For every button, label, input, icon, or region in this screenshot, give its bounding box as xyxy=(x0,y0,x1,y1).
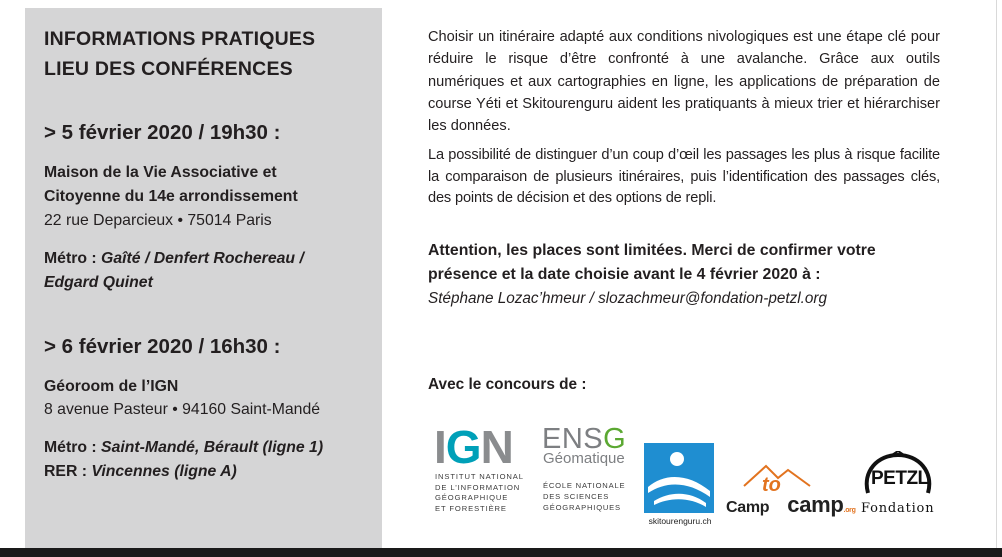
event-1-venue-line-2: Citoyenne du 14e arrondissement xyxy=(44,188,298,205)
metro-stations: Gaîté / Denfert Rochereau / xyxy=(101,250,304,267)
petzl-foundation-logo xyxy=(852,451,944,521)
ign-caption-line: GÉOGRAPHIQUE xyxy=(435,493,509,503)
event-2-date: > 6 février 2020 / 16h30 : xyxy=(44,335,281,358)
ensg-caption-line: GÉOGRAPHIQUES xyxy=(543,503,621,512)
event-2-venue: Géoroom de l’IGN xyxy=(44,378,179,395)
camp-right: camp xyxy=(787,492,844,517)
camptocamp-logo xyxy=(726,460,856,522)
panel-heading-line-2: LIEU DES CONFÉRENCES xyxy=(44,58,293,80)
org-suffix: .org xyxy=(843,507,856,514)
event-1-metro-continued xyxy=(44,274,153,292)
event-1-metro xyxy=(44,250,304,268)
intro-paragraph: Choisir un itinéraire adapté aux conditions nivologiques est une étape clé pour réduire le risque d’être confronté à une avalanche. Grâce aux outils numériques et aux cartographies en ligne, les applications de préparation de course Yéti et Skitourenguru aident les pratiquants à mieux trier et hiérarchiser les données. xyxy=(428,29,940,135)
ensg-caption-line: DES SCIENCES xyxy=(543,492,610,501)
petzl-foundation-label: Fondation xyxy=(861,501,935,516)
camp-left: Camp xyxy=(726,499,770,516)
event-2-rer xyxy=(44,463,237,481)
metro-label: Métro : xyxy=(44,250,102,267)
sponsors-heading: Avec le concours de : xyxy=(428,376,587,393)
metro-stations-continued: Edgard Quinet xyxy=(44,274,153,291)
ensg-wordmark: ENSG xyxy=(542,423,627,455)
rer-station: Vincennes (ligne A) xyxy=(91,463,237,480)
top-margin xyxy=(0,0,1002,8)
attention-line-2: présence et la date choisie avant le 4 février 2020 à : xyxy=(428,266,821,283)
attention-line-1: Attention, les places sont limitées. Merci de confirmer votre xyxy=(428,242,876,259)
ensg-caption-line: ÉCOLE NATIONALE xyxy=(543,481,626,490)
event-2-address: 8 avenue Pasteur • 94160 Saint-Mandé xyxy=(44,401,321,418)
skitourenguru-logo xyxy=(644,443,716,527)
bottom-border xyxy=(0,548,1002,557)
petzl-wordmark: PETZL xyxy=(871,468,929,489)
right-margin xyxy=(996,0,1002,557)
ensg-caption xyxy=(543,480,625,513)
ign-caption xyxy=(435,472,524,514)
ign-caption-line: ET FORESTIÈRE xyxy=(435,503,507,513)
ign-caption-line: INSTITUT NATIONAL xyxy=(435,472,524,481)
second-paragraph: La possibilité de distinguer d’un coup d’œil les passages les plus à risque facilite la comparaison de plusieurs itinéraires, puis l’identification des passages clés, des points de décision et des options de repli. xyxy=(428,147,940,206)
ign-logo xyxy=(434,421,534,519)
event-1-address: 22 rue Deparcieux • 75014 Paris xyxy=(44,212,272,229)
skitourenguru-url: skitourenguru.ch xyxy=(648,516,712,526)
practical-info-panel xyxy=(25,8,382,552)
ign-caption-line: DE L’INFORMATION xyxy=(435,482,521,492)
skier-icon xyxy=(644,443,714,513)
event-2-metro xyxy=(44,439,323,457)
camptocamp-wordmark xyxy=(726,492,856,518)
contact-info: Stéphane Lozac’hmeur / slozachmeur@fondation-petzl.org xyxy=(428,290,828,307)
metro-stations: Saint-Mandé, Bérault (ligne 1) xyxy=(101,439,324,456)
rer-label: RER : xyxy=(44,463,92,480)
ensg-subtitle: Géomatique xyxy=(543,450,625,467)
panel-heading-line-1: INFORMATIONS PRATIQUES xyxy=(44,28,316,50)
ign-wordmark: IGN xyxy=(434,421,513,473)
event-1-date: > 5 février 2020 / 19h30 : xyxy=(44,121,281,144)
skitourenguru-emblem xyxy=(644,443,714,513)
mountain-icon xyxy=(726,460,844,490)
camptocamp-to: to xyxy=(762,474,781,496)
event-1-venue-line-1: Maison de la Vie Associative et xyxy=(44,164,277,181)
ensg-logo xyxy=(542,424,634,519)
metro-label: Métro : xyxy=(44,439,102,456)
